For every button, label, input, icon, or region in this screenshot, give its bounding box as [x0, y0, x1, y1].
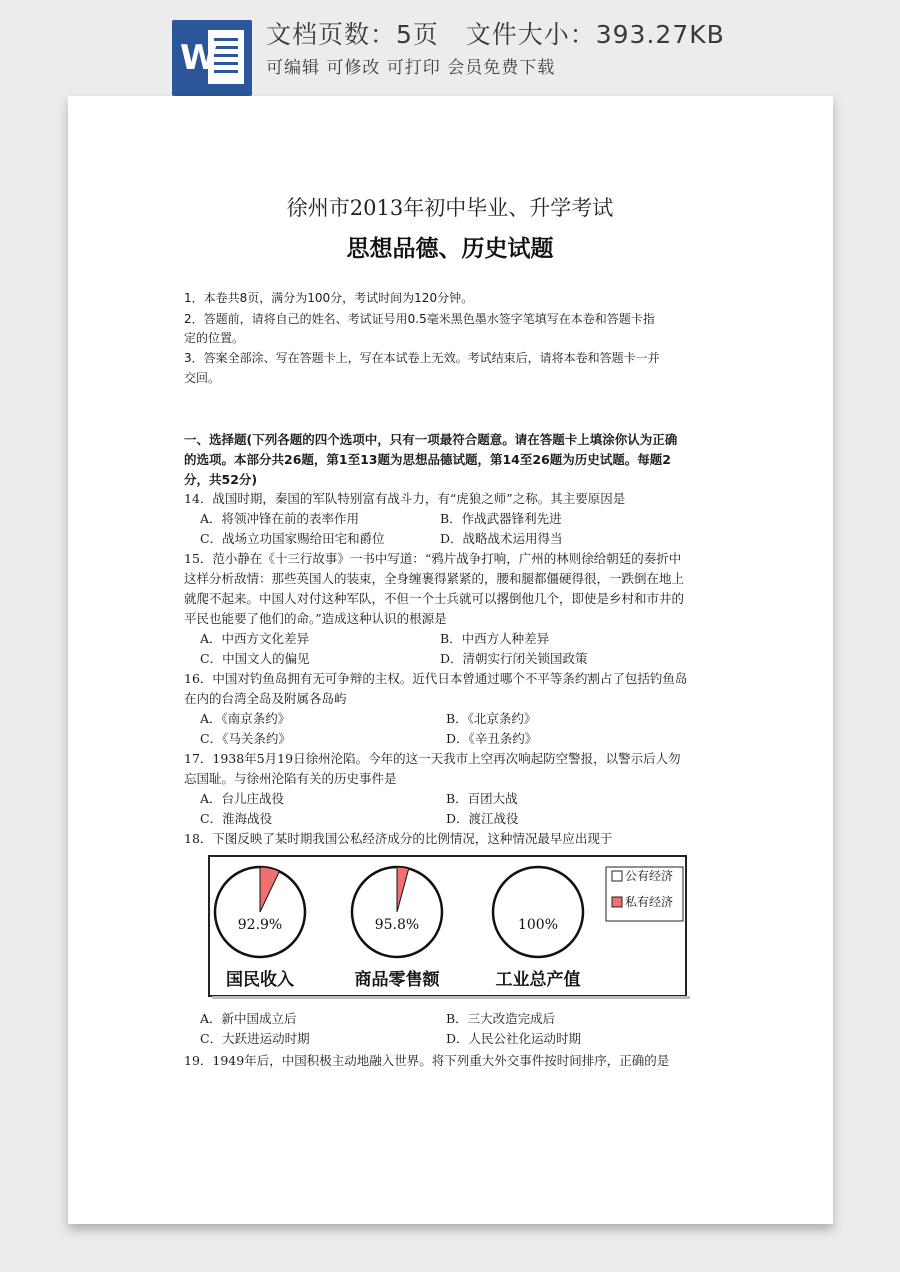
q16-option-b: B．《北京条约》 [446, 711, 537, 726]
pie-percent-label: 92.9% [237, 917, 283, 933]
q17-option-d: D．渡江战役 [446, 811, 519, 826]
legend-swatch [612, 871, 622, 881]
question-15-stem: 15．范小静在《十三行故事》一书中写道：“鸦片战争打响，广州的林则徐给朝廷的奏折中 [184, 551, 682, 566]
question-16-stem: 在内的台湾全岛及附属各岛屿 [184, 691, 347, 706]
pie-category-label: 商品零售额 [354, 970, 440, 990]
question-16-stem: 16．中国对钓鱼岛拥有无可争辩的主权。近代日本曾通过哪个不平等条约割占了包括钓鱼岛 [184, 671, 688, 686]
q16-option-c: C．《马关条约》 [200, 731, 291, 746]
note-line: 2．答题前，请将自己的姓名、考试证号用0.5毫米黑色墨水签字笔填写在本卷和答题卡指 [184, 312, 655, 326]
q14-option-b: B．作战武器锋利先进 [440, 511, 562, 526]
note-line: 3．答案全部涂、写在答题卡上，写在本试卷上无效。考试结束后，请将本卷和答题卡一并 [184, 351, 660, 365]
legend-swatch [612, 897, 622, 907]
legend-label: 公有经济 [625, 869, 674, 883]
pie-public-slice [493, 867, 583, 957]
q15-option-c: C．中国文人的偏见 [200, 651, 310, 666]
pie-percent-label: 95.8% [374, 917, 420, 933]
q17-option-b: B．百团大战 [446, 791, 518, 806]
q17-option-c: C．淮海战役 [200, 811, 273, 826]
section-heading: 分，共52分) [184, 472, 258, 487]
question-15-stem: 就爬不起来。中国人对付这种军队，不但一个士兵就可以撂倒他几个，即使是乡村和市井的 [184, 591, 685, 606]
legend-label: 私有经济 [625, 895, 674, 909]
word-letter: W [180, 38, 218, 78]
question-19-stem: 19．1949年后，中国积极主动地融入世界。将下列重大外交事件按时间排序，正确的是 [184, 1053, 670, 1068]
note-line: 1．本卷共8页，满分为100分，考试时间为120分钟。 [184, 291, 474, 305]
pie-percent-label: 100% [517, 917, 559, 933]
q15-option-b: B．中西方人种差异 [440, 631, 550, 646]
note-line: 定的位置。 [184, 331, 245, 345]
note-line: 交回。 [184, 371, 221, 385]
q18-option-d: D．人民公社化运动时期 [446, 1031, 582, 1046]
q16-option-d: D．《辛丑条约》 [446, 731, 538, 746]
pie-category-label: 国民收入 [226, 970, 294, 990]
section-heading: 一、选择题(下列各题的四个选项中，只有一项最符合题意。请在答题卡上填涂你认为正确 [184, 432, 678, 447]
q14-option-c: C．战场立功国家赐给田宅和爵位 [200, 531, 385, 546]
question-15-stem: 平民也能要了他们的命。”造成这种认识的根源是 [184, 611, 447, 626]
pie-chart-canvas [208, 855, 690, 999]
q18-option-c: C．大跃进运动时期 [200, 1031, 310, 1046]
file-info-subtitle: 可编辑 可修改 可打印 会员免费下载 [266, 58, 556, 78]
question-18-stem: 18．下图反映了某时期我国公私经济成分的比例情况，这种情况最早应出现于 [184, 831, 613, 846]
exam-subtitle: 思想品德、历史试题 [346, 236, 554, 262]
q15-option-a: A．中西方文化差异 [200, 631, 310, 646]
file-info-title: 文档页数：5页 文件大小：393.27KB [266, 20, 725, 49]
word-document-icon [172, 20, 252, 96]
q18-option-b: B．三大改造完成后 [446, 1011, 556, 1026]
section-heading: 的选项。本部分共26题，第1至13题为思想品德试题，第14至26题为历史试题。每题2 [184, 452, 671, 467]
question-14-stem: 14．战国时期，秦国的军队特别富有战斗力，有“虎狼之师”之称。其主要原因是 [184, 491, 626, 506]
question-17-stem: 17．1938年5月19日徐州沦陷。今年的这一天我市上空再次响起防空警报，以警示后人勿 [184, 751, 681, 766]
download-banner [0, 0, 900, 96]
exam-title: 徐州市2013年初中毕业、升学考试 [286, 196, 614, 220]
q17-option-a: A．台儿庄战役 [200, 791, 285, 806]
chart-frame-shadow [212, 996, 690, 999]
q15-option-d: D．清朝实行闭关锁国政策 [440, 651, 588, 666]
q14-option-a: A．将领冲锋在前的表率作用 [200, 511, 360, 526]
q16-option-a: A．《南京条约》 [200, 711, 291, 726]
q18-option-a: A．新中国成立后 [200, 1011, 297, 1026]
pie-category-label: 工业总产值 [495, 970, 581, 990]
q14-option-d: D．战略战术运用得当 [440, 531, 563, 546]
ownership-pie-chart [208, 855, 690, 999]
question-17-stem: 忘国耻。与徐州沦陷有关的历史事件是 [184, 771, 397, 786]
question-15-stem: 这样分析敌情：那些英国人的装束，全身缠裹得紧紧的，腰和腿都僵硬得很，一跌倒在地上 [184, 571, 685, 586]
